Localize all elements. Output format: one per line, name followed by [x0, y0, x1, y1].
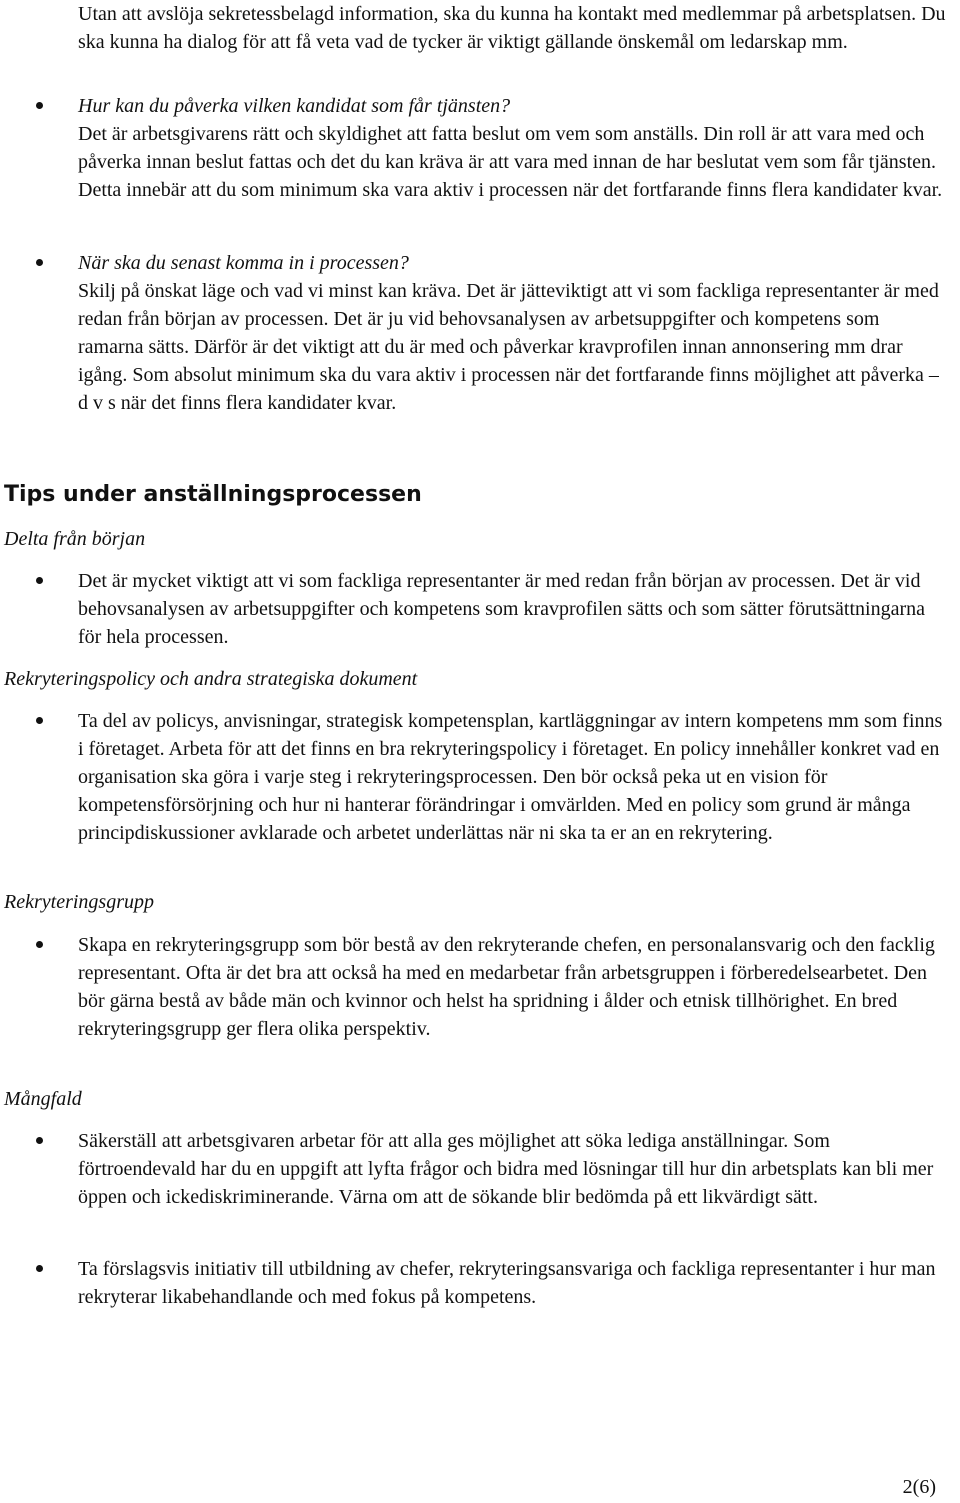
list-item: Det är mycket viktigt att vi som fackliga representanter är med redan från början av processen. Det är vid behovsanalysen av arbetsuppgifter och kompetens som kravprofilen sätts och som sätter förutsättningarna för hela processen. [78, 570, 925, 648]
subsection-title: Rekryteringspolicy och andra strategiska dokument [4, 668, 418, 690]
section-heading: Tips under anställningsprocessen [4, 482, 422, 507]
subsection-title: Rekryteringsgrupp [4, 891, 154, 913]
list-item: Skapa en rekryteringsgrupp som bör bestå av den rekryterande chefen, en personalansvarig och den facklig representant. Ofta är det bra att också ha med en medarbetar från arbetsgruppen i förberedelsearbetet. Den bör gärna bestå av både män och kvinnor och helst ha spridning i ålder och etnisk tillhörighet. En bred rekryteringsgrupp ger flera olika perspektiv. [78, 934, 935, 1040]
subsection-title: Delta från början [4, 528, 146, 550]
page-number: 2(6) [902, 1476, 936, 1498]
intro-paragraph: Utan att avslöja sekretessbelagd information, ska du kunna ha kontakt med medlemmar på arbetsplatsen. Du ska kunna ha dialog för att få veta vad de tycker är viktigt gällande önskemål om ledarskap mm. [78, 3, 946, 53]
bullet-icon [36, 1265, 43, 1272]
list-item: Ta förslagsvis initiativ till utbildning av chefer, rekryteringsansvariga och fackliga representanter i hur man rekryterar likabehandlande och med fokus på kompetens. [78, 1258, 936, 1308]
bullet-icon [36, 1137, 43, 1144]
list-item: Ta del av policys, anvisningar, strategisk kompetensplan, kartläggningar av intern kompetens mm som finns i företaget. Arbeta för att det finns en bra rekryteringspolicy i företaget. En policy innehåller konkret vad en organisation ska göra i varje steg i rekryteringsprocessen. Den bör också peka ut en vision för kompetensförsörjning och hur ni hanterar förändringar i omvärlden. Med en policy som grund är många principdiskussioner avklarade och arbetet underlättas när ni ska ta er an en rekrytering. [78, 710, 943, 844]
question-text: Hur kan du påverka vilken kandidat som får tjänsten? [78, 95, 511, 117]
list-item: Säkerställ att arbetsgivaren arbetar för att alla ges möjlighet att söka lediga anställningar. Som förtroendevald har du en uppgift att lyfta frågor och bidra med lösningar till hur din arbetsplats kan bli mer öppen och ickediskriminerande. Värna om att de sökande blir bedömda på ett likvärdigt sätt. [78, 1130, 934, 1208]
bullet-icon [36, 259, 43, 266]
answer-text: Det är arbetsgivarens rätt och skyldighet att fatta beslut om vem som anställs. Din roll är att vara med och påverka innan beslut fattas och det du kan kräva är att vara med innan de har beslutat vem som får tjänsten. Detta innebär att du som minimum ska vara aktiv i processen när det fortfarande finns flera kandidater kvar. [78, 123, 943, 201]
subsection-title: Mångfald [4, 1088, 82, 1110]
answer-text: Skilj på önskat läge och vad vi minst kan kräva. Det är jätteviktigt att vi som fackliga representanter är med redan från början av processen. Det är ju vid behovsanalysen av arbetsuppgifter och kompetens som ramarna sätts. Därför är det viktigt att du är med och påverkar kravprofilen innan annonsering mm drar igång. Som absolut minimum ska du vara aktiv i processen när det fortfarande finns möjlighet att påverka – d v s när det finns flera kandidater kvar. [78, 280, 939, 414]
bullet-icon [36, 717, 43, 724]
bullet-icon [36, 941, 43, 948]
question-text: När ska du senast komma in i processen? [78, 252, 409, 274]
bullet-icon [36, 577, 43, 584]
bullet-icon [36, 102, 43, 109]
